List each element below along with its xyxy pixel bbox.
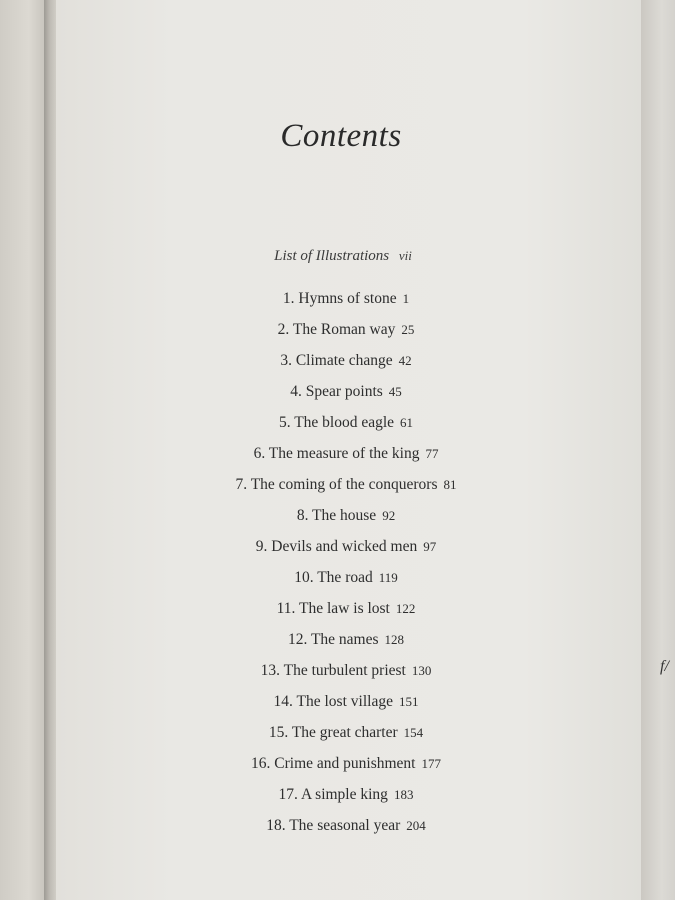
chapter-entry [0,752,675,783]
chapter-number: 13. [260,662,280,679]
chapter-page: 81 [443,477,457,492]
chapter-page: 128 [384,632,405,647]
chapter-title: The coming of the conquerors [250,476,438,493]
chapter-page: 77 [425,446,439,461]
chapter-title: The law is lost [299,600,390,617]
chapter-entry [0,380,675,411]
chapter-entry [0,721,675,752]
chapter-number: 3. [280,352,292,369]
chapter-page: 130 [411,663,432,678]
chapter-number: 5. [278,414,291,431]
chapter-page: 45 [388,384,402,399]
chapter-number: 12. [287,631,308,648]
chapter-entry [0,535,675,566]
chapter-entry [0,411,675,442]
chapter-title: A simple king [300,786,388,803]
chapter-title: The lost village [296,693,393,710]
chapter-number: 17. [278,786,298,803]
chapter-page: 1 [402,291,410,306]
chapter-entry [0,566,675,597]
chapter-title: The measure of the king [268,445,420,462]
chapter-entry [0,783,675,814]
chapter-entry [0,442,675,473]
chapter-number: 4. [290,383,302,400]
chapter-entry [0,597,675,628]
chapter-page: 25 [401,322,415,337]
chapter-title: The road [317,569,373,586]
chapter-entry [0,287,675,318]
illustrations-entry [0,248,675,265]
chapter-number: 15. [268,724,289,741]
chapter-title: The seasonal year [289,817,401,834]
page-title: Contents [280,118,402,154]
chapter-page: 42 [398,353,412,368]
chapter-page: 97 [423,539,437,554]
chapter-page: 204 [406,818,426,833]
chapter-number: 9. [255,538,268,555]
chapter-number: 10. [294,569,314,586]
chapter-title: Crime and punishment [274,755,416,772]
chapter-page: 119 [378,570,398,585]
chapter-number: 7. [235,476,248,493]
chapter-entry [0,690,675,721]
chapter-entry [0,628,675,659]
chapter-page: 154 [403,725,424,740]
margin-mark: f/ [660,658,669,675]
chapter-entry [0,473,675,504]
chapter-entry [0,659,675,690]
chapter-number: 18. [266,817,286,834]
chapter-title: The turbulent priest [283,662,406,679]
chapter-entry [0,349,675,380]
chapter-number: 2. [277,321,290,338]
chapter-title: Climate change [295,352,393,369]
chapter-entry [0,504,675,535]
chapter-page: 92 [382,508,396,523]
chapter-number: 1. [282,290,295,307]
chapter-page: 61 [400,415,414,430]
chapter-title: The Roman way [292,321,396,338]
chapter-entry [0,318,675,349]
chapter-title: Spear points [305,383,383,400]
chapter-title: The blood eagle [294,414,395,431]
chapter-number: 6. [253,445,266,462]
chapter-title: The names [310,631,379,648]
illustrations-page: vii [398,248,412,263]
chapter-title: Devils and wicked men [271,538,418,555]
chapter-title: Hymns of stone [298,290,397,307]
chapter-number: 8. [296,507,309,524]
chapter-number: 16. [251,755,271,772]
chapter-page: 177 [421,756,441,771]
chapter-number: 11. [276,600,296,617]
chapter-page: 183 [393,787,414,802]
chapter-page: 122 [395,601,416,616]
chapter-title: The great charter [291,724,398,741]
chapter-page: 151 [398,694,419,709]
chapter-title: The house [312,507,377,524]
chapter-number: 14. [273,693,293,710]
illustrations-label: List of Illustrations [274,248,390,264]
chapter-entry [0,814,675,845]
chapter-list [0,287,675,845]
